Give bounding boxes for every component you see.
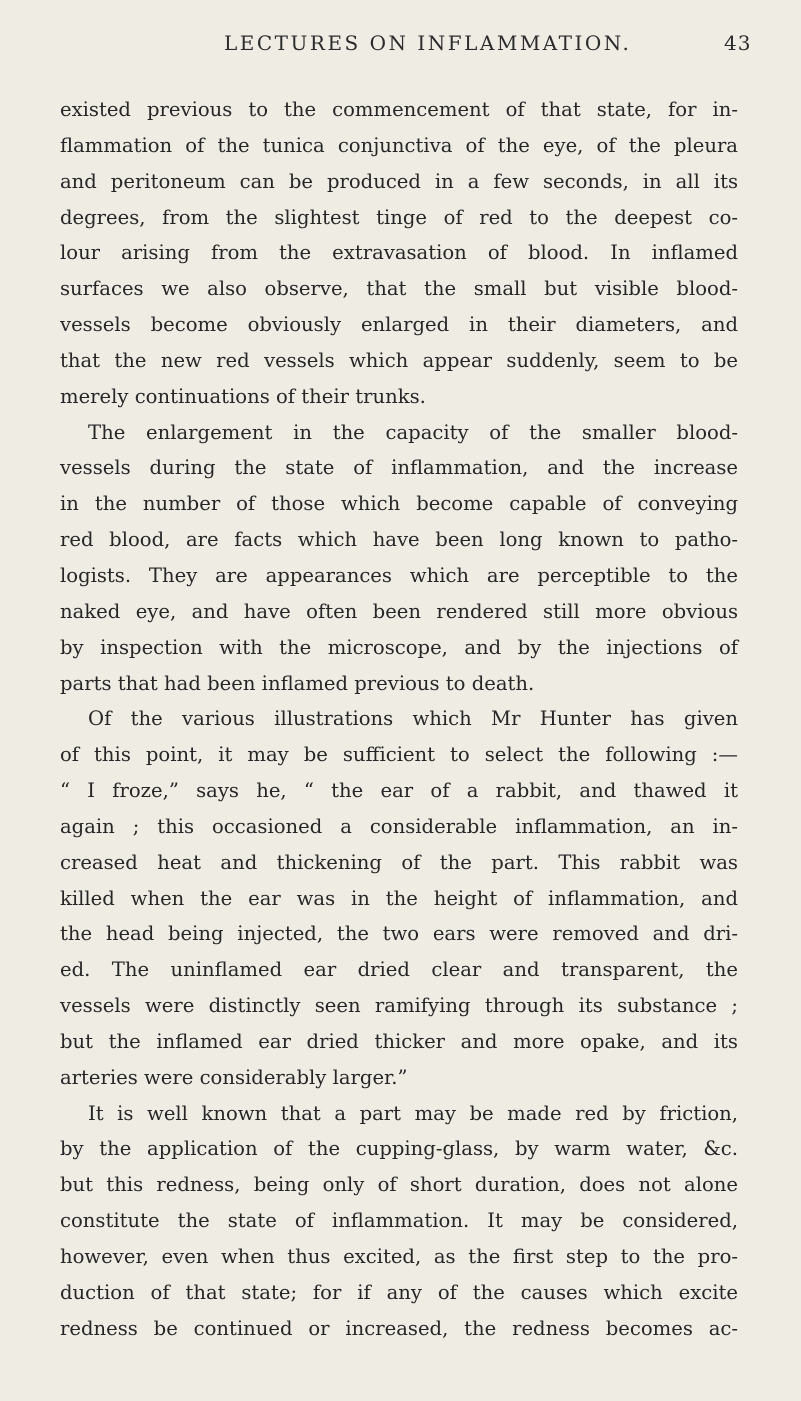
text-line: vessels become obviously enlarged in their diameters, and: [60, 313, 738, 337]
text-line: that the new red vessels which appear suddenly, seem to be: [60, 348, 738, 372]
body-text: [60, 92, 738, 1347]
text-line: but the inflamed ear dried thicker and more opake, and its: [60, 1029, 738, 1053]
text-line: again ; this occasioned a considerable inflammation, an in-: [60, 814, 738, 838]
running-title: LECTURES ON INFLAMMATION.: [224, 31, 632, 55]
text-line: however, even when thus excited, as the first step to the pro-: [60, 1245, 738, 1268]
text-line: and peritoneum can be produced in a few seconds, in all its: [60, 169, 738, 193]
text-line: duction of that state; for if any of the causes which excite: [60, 1280, 738, 1304]
text-line: creased heat and thickening of the part. This rabbit was: [60, 850, 738, 874]
text-line: “ I froze,” says he, “ the ear of a rabbit, and thawed it: [60, 779, 738, 803]
text-line: surfaces we also observe, that the small but visible blood-: [60, 277, 738, 301]
text-line: the head being injected, the two ears were removed and dri-: [60, 922, 738, 946]
text-line: killed when the ear was in the height of inflammation, and: [60, 886, 738, 910]
paragraph-start-line: It is well known that a part may be made red by friction,: [88, 1101, 738, 1125]
text-line: existed previous to the commencement of that state, for in-: [60, 98, 738, 121]
text-line: parts that had been inflamed previous to death.: [60, 671, 535, 695]
text-line: constitute the state of inflammation. It may be considered,: [60, 1209, 738, 1233]
text-line: but this redness, being only of short duration, does not alone: [60, 1173, 738, 1197]
text-line: vessels during the state of inflammation, and the increase: [60, 456, 738, 480]
text-line: logists. They are appearances which are perceptible to the: [60, 563, 738, 587]
text-line: redness be continued or increased, the redness becomes ac-: [60, 1316, 738, 1340]
paragraph-start-line: The enlargement in the capacity of the smaller blood-: [88, 420, 738, 444]
text-line: of this point, it may be sufficient to select the following :—: [60, 743, 738, 767]
text-line: arteries were considerably larger.”: [60, 1065, 408, 1089]
text-line: naked eye, and have often been rendered still more obvious: [60, 599, 738, 623]
page-number: 43: [724, 31, 752, 55]
text-line: by inspection with the microscope, and by the injections of: [60, 635, 738, 659]
text-line: by the application of the cupping-glass, by warm water, &c.: [60, 1137, 738, 1161]
text-line: degrees, from the slightest tinge of red to the deepest co-: [60, 205, 738, 229]
text-line: in the number of those which become capable of conveying: [60, 492, 738, 516]
text-line: ed. The uninflamed ear dried clear and transparent, the: [60, 958, 738, 982]
text-line: flammation of the tunica conjunctiva of the eye, of the pleura: [60, 133, 738, 157]
text-line: merely continuations of their trunks.: [60, 384, 426, 408]
text-line: lour arising from the extravasation of blood. In inflamed: [60, 241, 738, 265]
running-head: [0, 22, 801, 62]
paragraph-start-line: Of the various illustrations which Mr Hunter has given: [88, 707, 738, 731]
text-line: vessels were distinctly seen ramifying through its substance ;: [60, 994, 738, 1018]
text-line: red blood, are facts which have been long known to patho-: [60, 528, 738, 552]
